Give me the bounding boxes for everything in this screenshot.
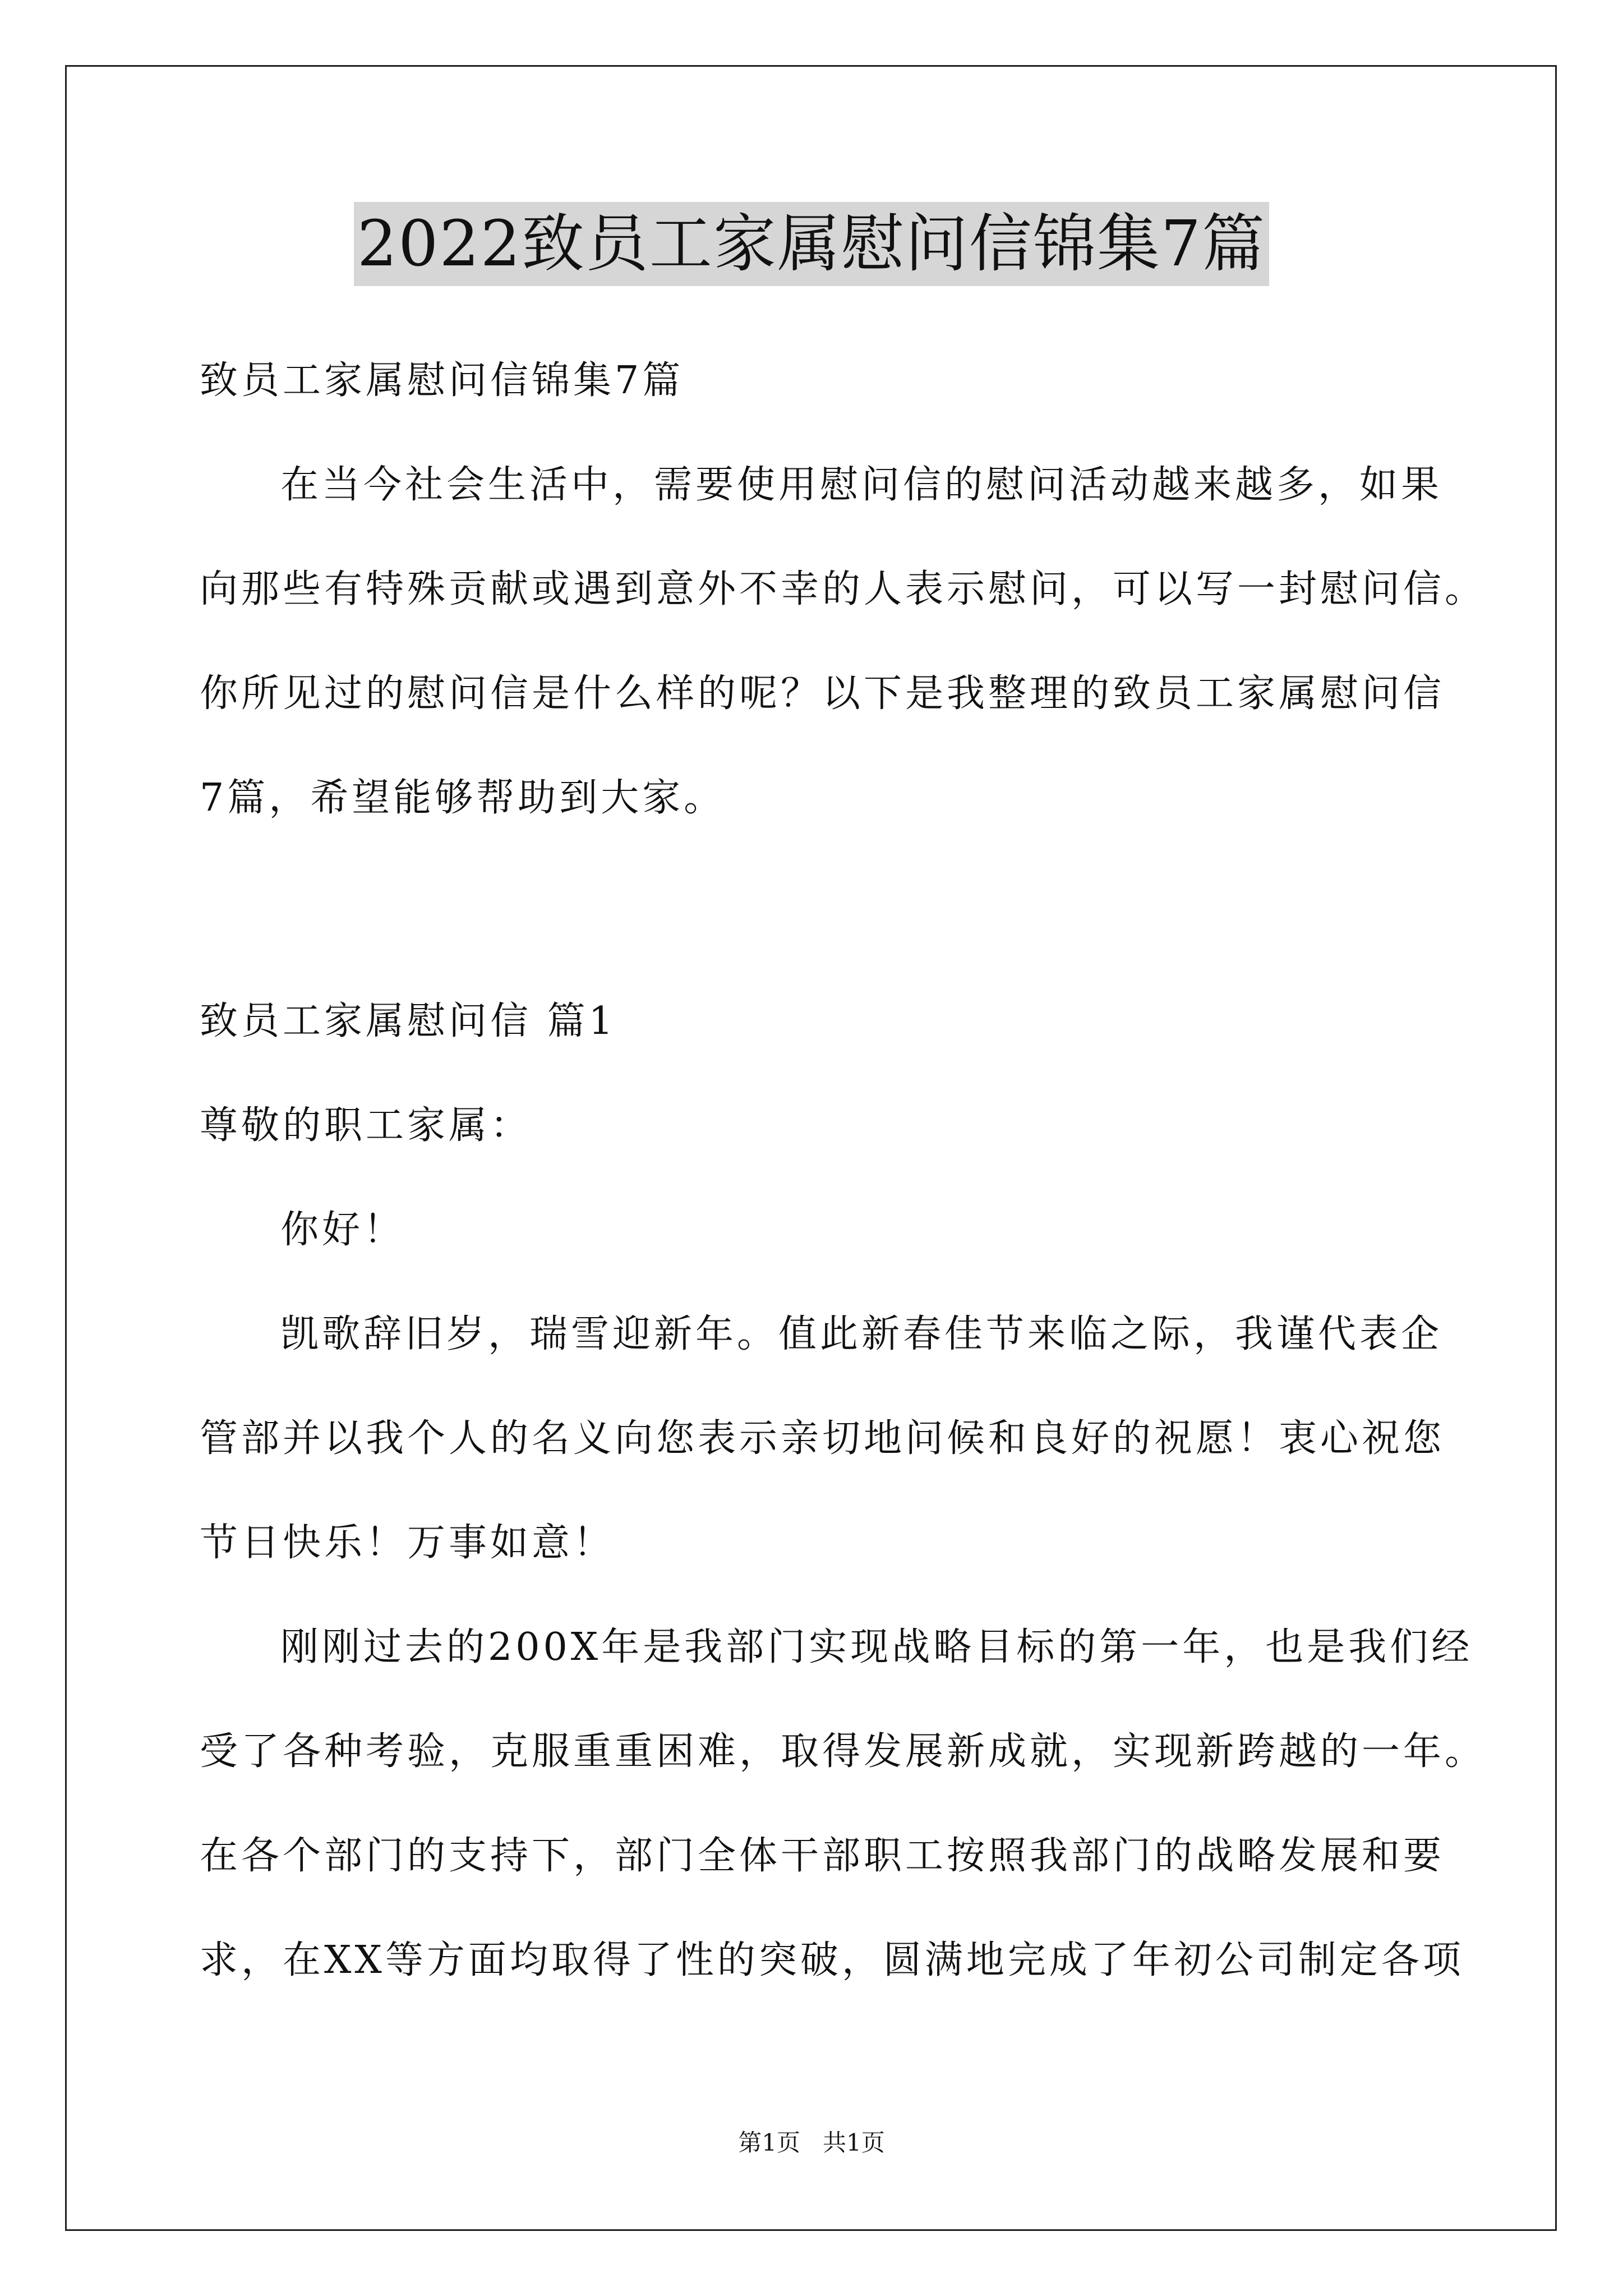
page-number-footer: 第1页 共1页 — [738, 2129, 885, 2156]
paragraph-line: 节日快乐！万事如意！ — [200, 1521, 615, 1565]
salutation: 尊敬的职工家属： — [200, 1103, 532, 1148]
paragraph-line: 凯歌辞旧岁，瑞雪迎新年。值此新春佳节来临之际，我谨代表企 — [280, 1312, 1443, 1356]
title-container — [0, 202, 1623, 286]
intro-line: 你所见过的慰问信是什么样的呢？以下是我整理的致员工家属慰问信 — [200, 671, 1445, 716]
paragraph-line: 求，在XX等方面均取得了性的突破，圆满地完成了年初公司制定各项 — [200, 1938, 1464, 1982]
intro-line: 在当今社会生活中，需要使用慰问信的慰问活动越来越多，如果 — [280, 463, 1443, 507]
document-subtitle: 致员工家属慰问信锦集7篇 — [200, 358, 684, 403]
greeting: 你好！ — [280, 1208, 405, 1252]
paragraph-line: 刚刚过去的200X年是我部门实现战略目标的第一年，也是我们经 — [280, 1625, 1473, 1669]
intro-line: 向那些有特殊贡献或遇到意外不幸的人表示慰问，可以写一封慰问信。 — [200, 567, 1487, 611]
paragraph-line: 管部并以我个人的名义向您表示亲切地问候和良好的祝愿！衷心祝您 — [200, 1416, 1445, 1461]
intro-line: 7篇，希望能够帮助到大家。 — [200, 776, 726, 820]
paragraph-line: 在各个部门的支持下，部门全体干部职工按照我部门的战略发展和要 — [200, 1834, 1445, 1878]
section-heading: 致员工家属慰问信 篇1 — [200, 999, 616, 1043]
document-title: 2022致员工家属慰问信锦集7篇 — [354, 202, 1269, 286]
paragraph-line: 受了各种考验，克服重重困难，取得发展新成就，实现新跨越的一年。 — [200, 1729, 1487, 1774]
